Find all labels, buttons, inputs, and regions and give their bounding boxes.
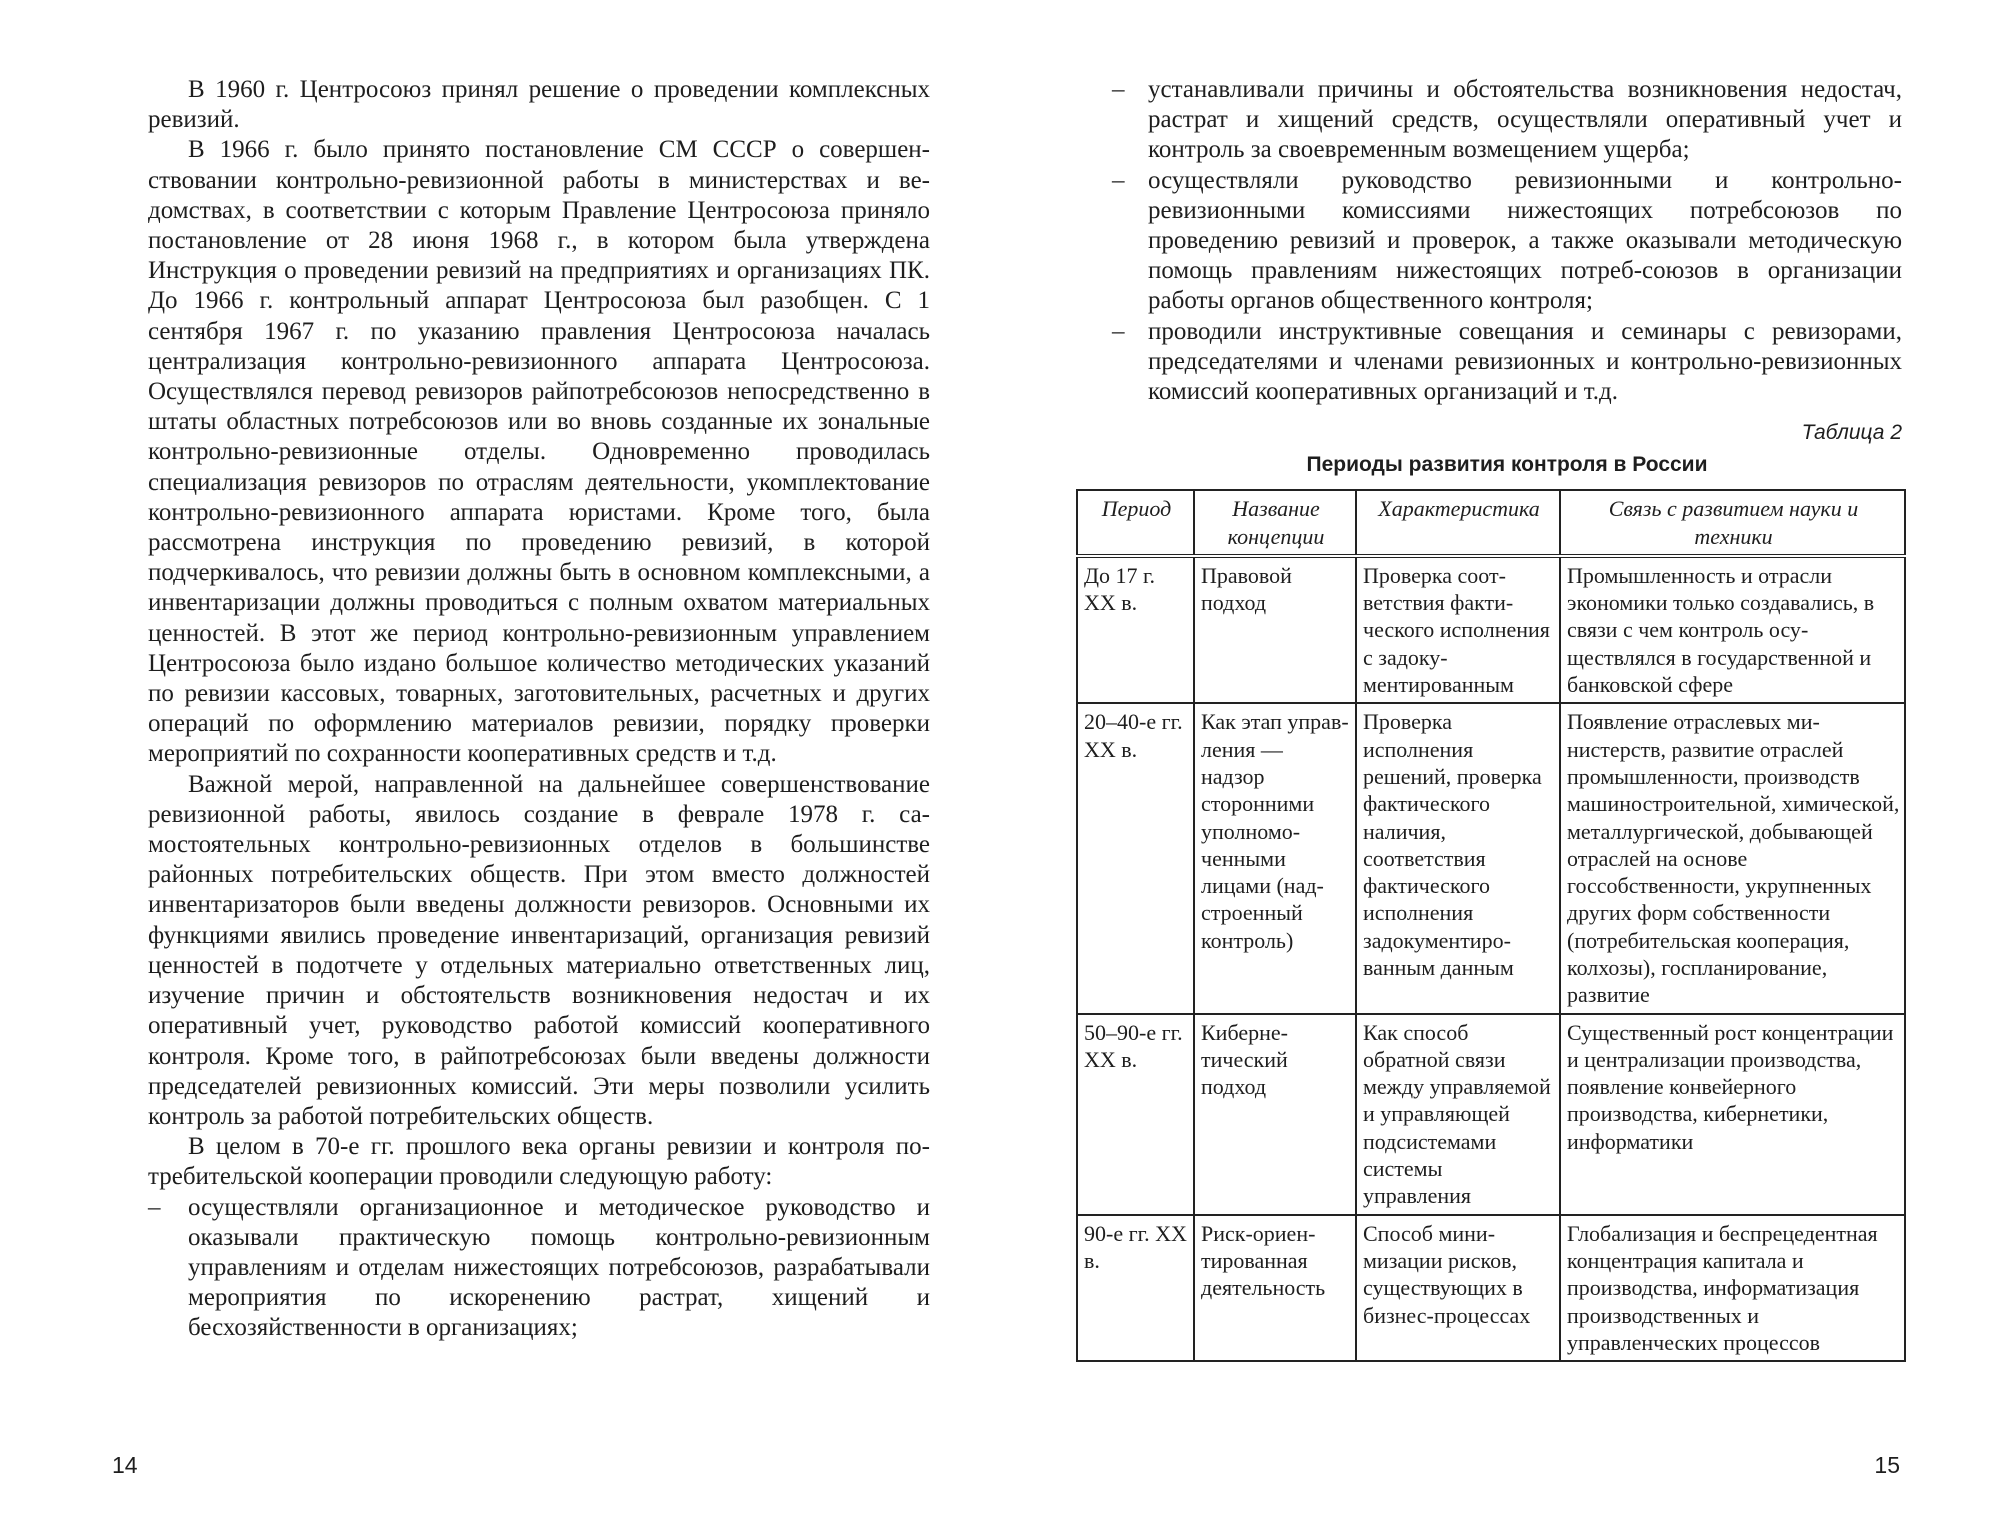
table-caption: Таблица 2 bbox=[1801, 421, 1902, 445]
dash-marker: – bbox=[1112, 317, 1125, 345]
table-title: Периоды развития контроля в России bbox=[1306, 453, 1708, 477]
table-cell: 50–90-е гг. XX в. bbox=[1077, 1014, 1194, 1215]
table-cell: Существенный рост концентрации и централизации производства, появление конвейерного производства, кибернетики, информатики bbox=[1560, 1014, 1905, 1215]
table-row bbox=[1077, 703, 1905, 1013]
table-cell: Проверка исполнения решений, проверка фактического наличия, соответствия фактического исполнения задокументированным данным bbox=[1356, 703, 1560, 1013]
list-item bbox=[1112, 75, 1902, 166]
right-page bbox=[1000, 0, 2000, 1519]
column-header-period: Период bbox=[1077, 490, 1194, 556]
paragraph: Важной мерой, направленной на дальнейшее совершенствование ревизионной работы, явилось создание в феврале 1978 г. самостоятельных контрольно-ревизионных отделов в большинстве районных потребительских обществ. При этом вместо должностей инвентаризаторов были введены должности ревизоров. Основными их функциями явились проведение инвентаризаций, организация ревизий ценностей в подотчете у отдельных материально ответственных лиц, изучение причин и обстоятельств возникновения недостач и их оперативный учет, руководство работой комиссий кооперативного контроля. Кроме того, в райпотребсоюзах были введены должности председателей ревизионных комиссий. Эти меры позволили усилить контроль за работой потребительских обществ. bbox=[148, 770, 930, 1130]
dash-marker: – bbox=[148, 1193, 161, 1221]
table-cell: Глобализация и беспрецедентная концентрация капитала и производства, информатизация производственных и управленческих процессов bbox=[1560, 1215, 1905, 1361]
list-item-text: устанавливали причины и обстоятельства возникновения недостач, растрат и хищений средств, осуществляли оперативный учет и контроль за своевременным возмещением ущерба; bbox=[1148, 76, 1902, 164]
table-cell: Кибернетический подход bbox=[1194, 1014, 1356, 1215]
table-cell: Появление отраслевых министерств, развитие отраслей промышленности, производств машиностроительной, химической, металлургической, добывающей отраслей на основе госсобственности, укрупненных других форм собственности (потребительская кооперация, колхозы), гоcпланирование, развитие bbox=[1560, 703, 1905, 1013]
list-item bbox=[1112, 317, 1902, 408]
table-cell: Как этап управления — надзор сторонними уполномоченными лицами (надстроенный контроль) bbox=[1194, 703, 1356, 1013]
left-text-column bbox=[148, 75, 930, 1344]
paragraph: В целом в 70-е гг. прошлого века органы ревизии и контроля потребительской кооперации проводили следующую работу: bbox=[148, 1133, 930, 1191]
table-row bbox=[1077, 1014, 1905, 1215]
dash-marker: – bbox=[1112, 76, 1125, 103]
list-item-text: проводили инструктивные совещания и семинары с ревизорами, председателями и членами ревизионных и контрольно-ревизионных комиссий кооперативных организаций и т.д. bbox=[1148, 317, 1902, 406]
table-cell: Как способ обратной связи между управляемой и управляющей подсистемами системы управления bbox=[1356, 1014, 1560, 1215]
table-cell: Правовой подход bbox=[1194, 556, 1356, 703]
table-cell: Способ минимизации рисков, существующих в бизнес-процессах bbox=[1356, 1215, 1560, 1361]
list-item bbox=[1112, 166, 1902, 317]
column-header-characteristic: Характеристика bbox=[1356, 490, 1560, 556]
list-item-text: осуществляли организационное и методическое руководство и оказывали практическую помощь контрольно-ревизионным управлениям и отделам нижестоящих потребсоюзов, разрабатывали мероприятия по искоренению растрат, хищений и бесхозяйственности в организациях; bbox=[188, 1193, 930, 1342]
column-header-concept: Название концепции bbox=[1194, 490, 1356, 556]
table-cell: 20–40-е гг. XX в. bbox=[1077, 703, 1194, 1013]
table-row bbox=[1077, 1215, 1905, 1361]
table-cell: 90-е гг. XX в. bbox=[1077, 1215, 1194, 1361]
table-cell: Риск-ориентированная деятельность bbox=[1194, 1215, 1356, 1361]
page-number: 14 bbox=[112, 1452, 138, 1478]
paragraph: В 1960 г. Центросоюз принял решение о проведении комплексных ревизий. bbox=[148, 76, 930, 134]
column-header-science-link: Связь с развитием науки и техники bbox=[1560, 490, 1905, 556]
periods-table bbox=[1076, 489, 1906, 1362]
table-cell: Проверка соответствия фактического исполнения с задокументированным bbox=[1356, 556, 1560, 703]
page-number: 15 bbox=[1874, 1452, 1900, 1478]
bullet-list bbox=[1112, 75, 1902, 407]
paragraph: В 1966 г. было принято постановление СМ СССР о совершенствовании контрольно-ревизионной работы в министерствах и ведомствах, в соответствии с которым Правление Центросоюза приняло постановление от 28 июня 1968 г., в котором была утверждена Инструкция о проведении ревизий на предприятиях и организациях ПК. До 1966 г. контрольный аппарат Центросоюза был разобщен. С 1 сентября 1967 г. по указанию правления Центросоюза началась централизация контрольно-ревизионного аппарата Центросоюза. Осуществлялся перевод ревизоров райпотребсоюзов непосредственно в штаты областных потребсоюзов или во вновь созданные их зональные контрольно-ревизионные отделы. Одновременно проводилась специализация ревизоров по отраслям деятельности, укомплектование контрольно-ревизионного аппарата юристами. Кроме того, была рассмотрена инструкция по проведению ревизий, в которой подчеркивалось, что ревизии должны быть в основном комплексными, а инвентаризации должны проводиться с полным охватом материальных ценностей. В этот же период контрольно-ревизионным управлением Центросоюза было издано большое количество методических указаний по ревизии кассовых, товарных, заготовительных, расчетных и других операций по оформлению материалов ревизии, порядку проверки мероприятий по сохранности кооперативных средств и т.д. bbox=[148, 136, 930, 768]
table-cell: До 17 г. XX в. bbox=[1077, 556, 1194, 703]
list-item bbox=[148, 1193, 930, 1344]
right-text-column bbox=[1084, 75, 1902, 1362]
list-item-text: осуществляли руководство ревизионными и контрольно-ревизионными комиссиями нижестоящих потребсоюзов по проведению ревизий и проверок, а также оказывали методическую помощь правлениям нижестоящих потреб-союзов в организации работы органов общественного контроля; bbox=[1148, 166, 1902, 315]
table-row bbox=[1077, 556, 1905, 703]
bullet-list bbox=[148, 1193, 930, 1344]
table-cell: Промышленность и отрасли экономики только создавались, в связи с чем контроль осуществлялся в государственной и банковской сфере bbox=[1560, 556, 1905, 703]
dash-marker: – bbox=[1112, 166, 1125, 194]
table-header-row bbox=[1077, 490, 1905, 556]
